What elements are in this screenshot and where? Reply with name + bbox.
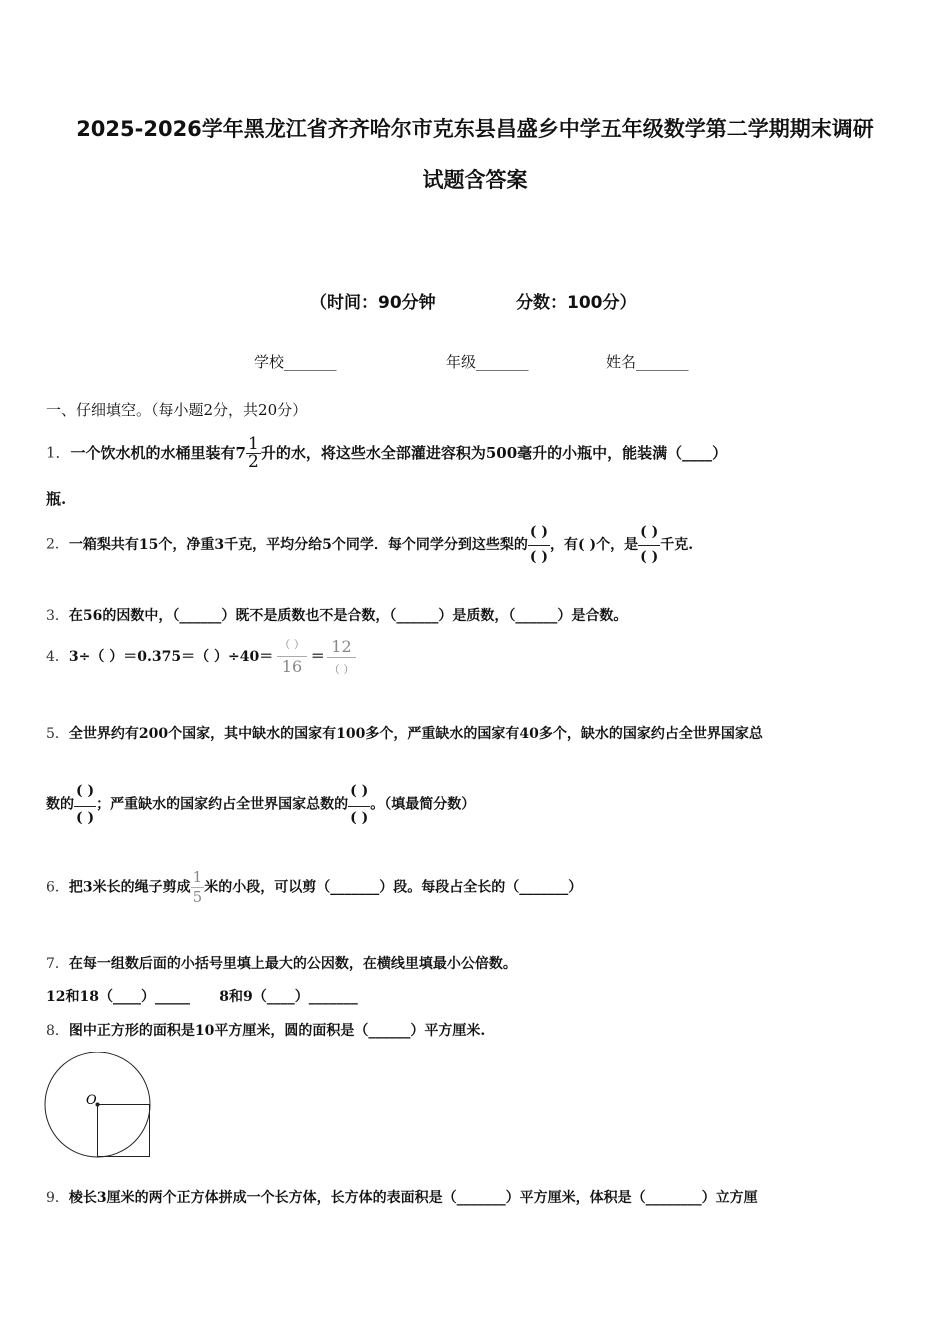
question-text: 在56的因数中，（______）既不是质数也不是合数，（______）是质数，（______）是合数。 — [68, 608, 628, 624]
name-field: 姓名_______ — [606, 353, 689, 371]
fraction-numerator: （ ） — [279, 638, 305, 651]
fraction-numerator: ( ) — [76, 783, 95, 799]
center-label: O — [86, 1093, 97, 1108]
fraction-blank-16 — [277, 639, 307, 675]
circle-square-figure — [40, 1052, 156, 1160]
question-number: 3． — [46, 608, 69, 624]
school-field: 学校_______ — [254, 353, 337, 371]
question-number: 8． — [46, 1023, 69, 1039]
question-6 — [46, 870, 582, 905]
question-5 — [46, 724, 763, 744]
fraction-denominator: （ ） — [327, 657, 357, 675]
question-3 — [46, 606, 627, 626]
question-text: 千克. — [660, 536, 694, 553]
fraction-blank — [348, 784, 370, 825]
question-8 — [46, 1021, 485, 1041]
question-7-sub: 12和18（____）_____ 8和9（____）_______ — [46, 989, 358, 1005]
question-text: 一箱梨共有15个，净重3千克，平均分给5个同学．每个同学分到这些梨的 — [68, 536, 528, 553]
page-title: 2025-2026学年黑龙江省齐齐哈尔市克东县昌盛乡中学五年级数学第二学期期末调研 — [76, 117, 874, 141]
exam-time: （时间：90分钟 — [310, 293, 436, 313]
grade-field: 年级_______ — [446, 353, 529, 371]
fraction-denominator: ( ) — [528, 545, 550, 564]
fraction-numerator: 1 — [192, 868, 203, 886]
question-2 — [46, 525, 693, 564]
fraction-denominator: ( ) — [74, 806, 96, 825]
question-text: 。（填最简分数） — [370, 796, 476, 813]
question-text: 全世界约有200个国家，其中缺水的国家有100多个，严重缺水的国家有40多个，缺水的国家约占全世界国家总 — [68, 726, 763, 742]
question-1-cont: 瓶. — [46, 490, 67, 508]
fraction-numerator: 12 — [331, 637, 352, 656]
question-number: 6． — [46, 879, 69, 896]
fraction-numerator: 1 — [248, 434, 259, 454]
question-1 — [46, 436, 727, 471]
question-9 — [46, 1188, 758, 1208]
question-number: 1． — [46, 443, 71, 462]
fraction-denominator: 5 — [192, 888, 203, 906]
fraction-numerator: ( ) — [640, 524, 659, 540]
fraction-12-blank — [327, 639, 357, 675]
question-text: 把3米长的绳子剪成 — [68, 879, 191, 896]
question-text: 图中正方形的面积是10平方厘米，圆的面积是（______）平方厘米. — [68, 1023, 486, 1039]
question-text: 在每一组数后面的小括号里填上最大的公因数，在横线里填最小公倍数。 — [68, 956, 517, 972]
page-title-line2: 试题含答案 — [422, 168, 528, 192]
fraction-numerator: ( ) — [350, 783, 369, 799]
fraction-one-half — [246, 436, 261, 471]
question-5-cont — [46, 784, 475, 825]
fraction-denominator: ( ) — [348, 806, 370, 825]
fraction-denominator: 2 — [248, 452, 259, 472]
question-number: 2． — [46, 536, 69, 553]
question-text: ，有( )个，是 — [550, 536, 639, 553]
question-number: 7． — [46, 956, 69, 972]
question-text: ；严重缺水的国家约占全世界国家总数的 — [96, 796, 349, 813]
fraction-one-fifth — [191, 870, 205, 905]
fraction-denominator: 16 — [277, 656, 307, 675]
fraction-numerator: ( ) — [529, 524, 549, 540]
question-text: 升的水，将这些水全部灌进容积为500毫升的小瓶中，能装满（____） — [260, 443, 728, 462]
question-text: 棱长3厘米的两个正方体拼成一个长方体，长方体的表面积是（_______）平方厘米，体积是（________）立方厘 — [68, 1190, 758, 1206]
question-text: 3÷（ ）＝0.375＝（ ）÷40＝ — [68, 649, 274, 665]
fraction-blank — [528, 525, 550, 564]
section-heading: 一、仔细填空。（每小题2分，共20分） — [46, 401, 308, 419]
question-text: ＝ — [310, 649, 325, 665]
question-text: 数的 — [46, 796, 74, 813]
question-7 — [46, 954, 517, 974]
question-number: 4． — [46, 649, 69, 665]
fraction-denominator: ( ) — [638, 545, 660, 564]
question-4 — [46, 639, 356, 675]
fraction-blank — [74, 784, 96, 825]
question-number: 5． — [46, 726, 69, 742]
exam-score: 分数：100分） — [516, 293, 637, 313]
question-number: 9． — [46, 1190, 69, 1206]
fraction-blank — [638, 525, 660, 564]
square-shape — [98, 1105, 150, 1157]
question-text: 一个饮水机的水桶里装有7 — [70, 443, 246, 462]
question-text: 米的小段，可以剪（_______）段。每段占全长的（_______） — [204, 879, 583, 896]
